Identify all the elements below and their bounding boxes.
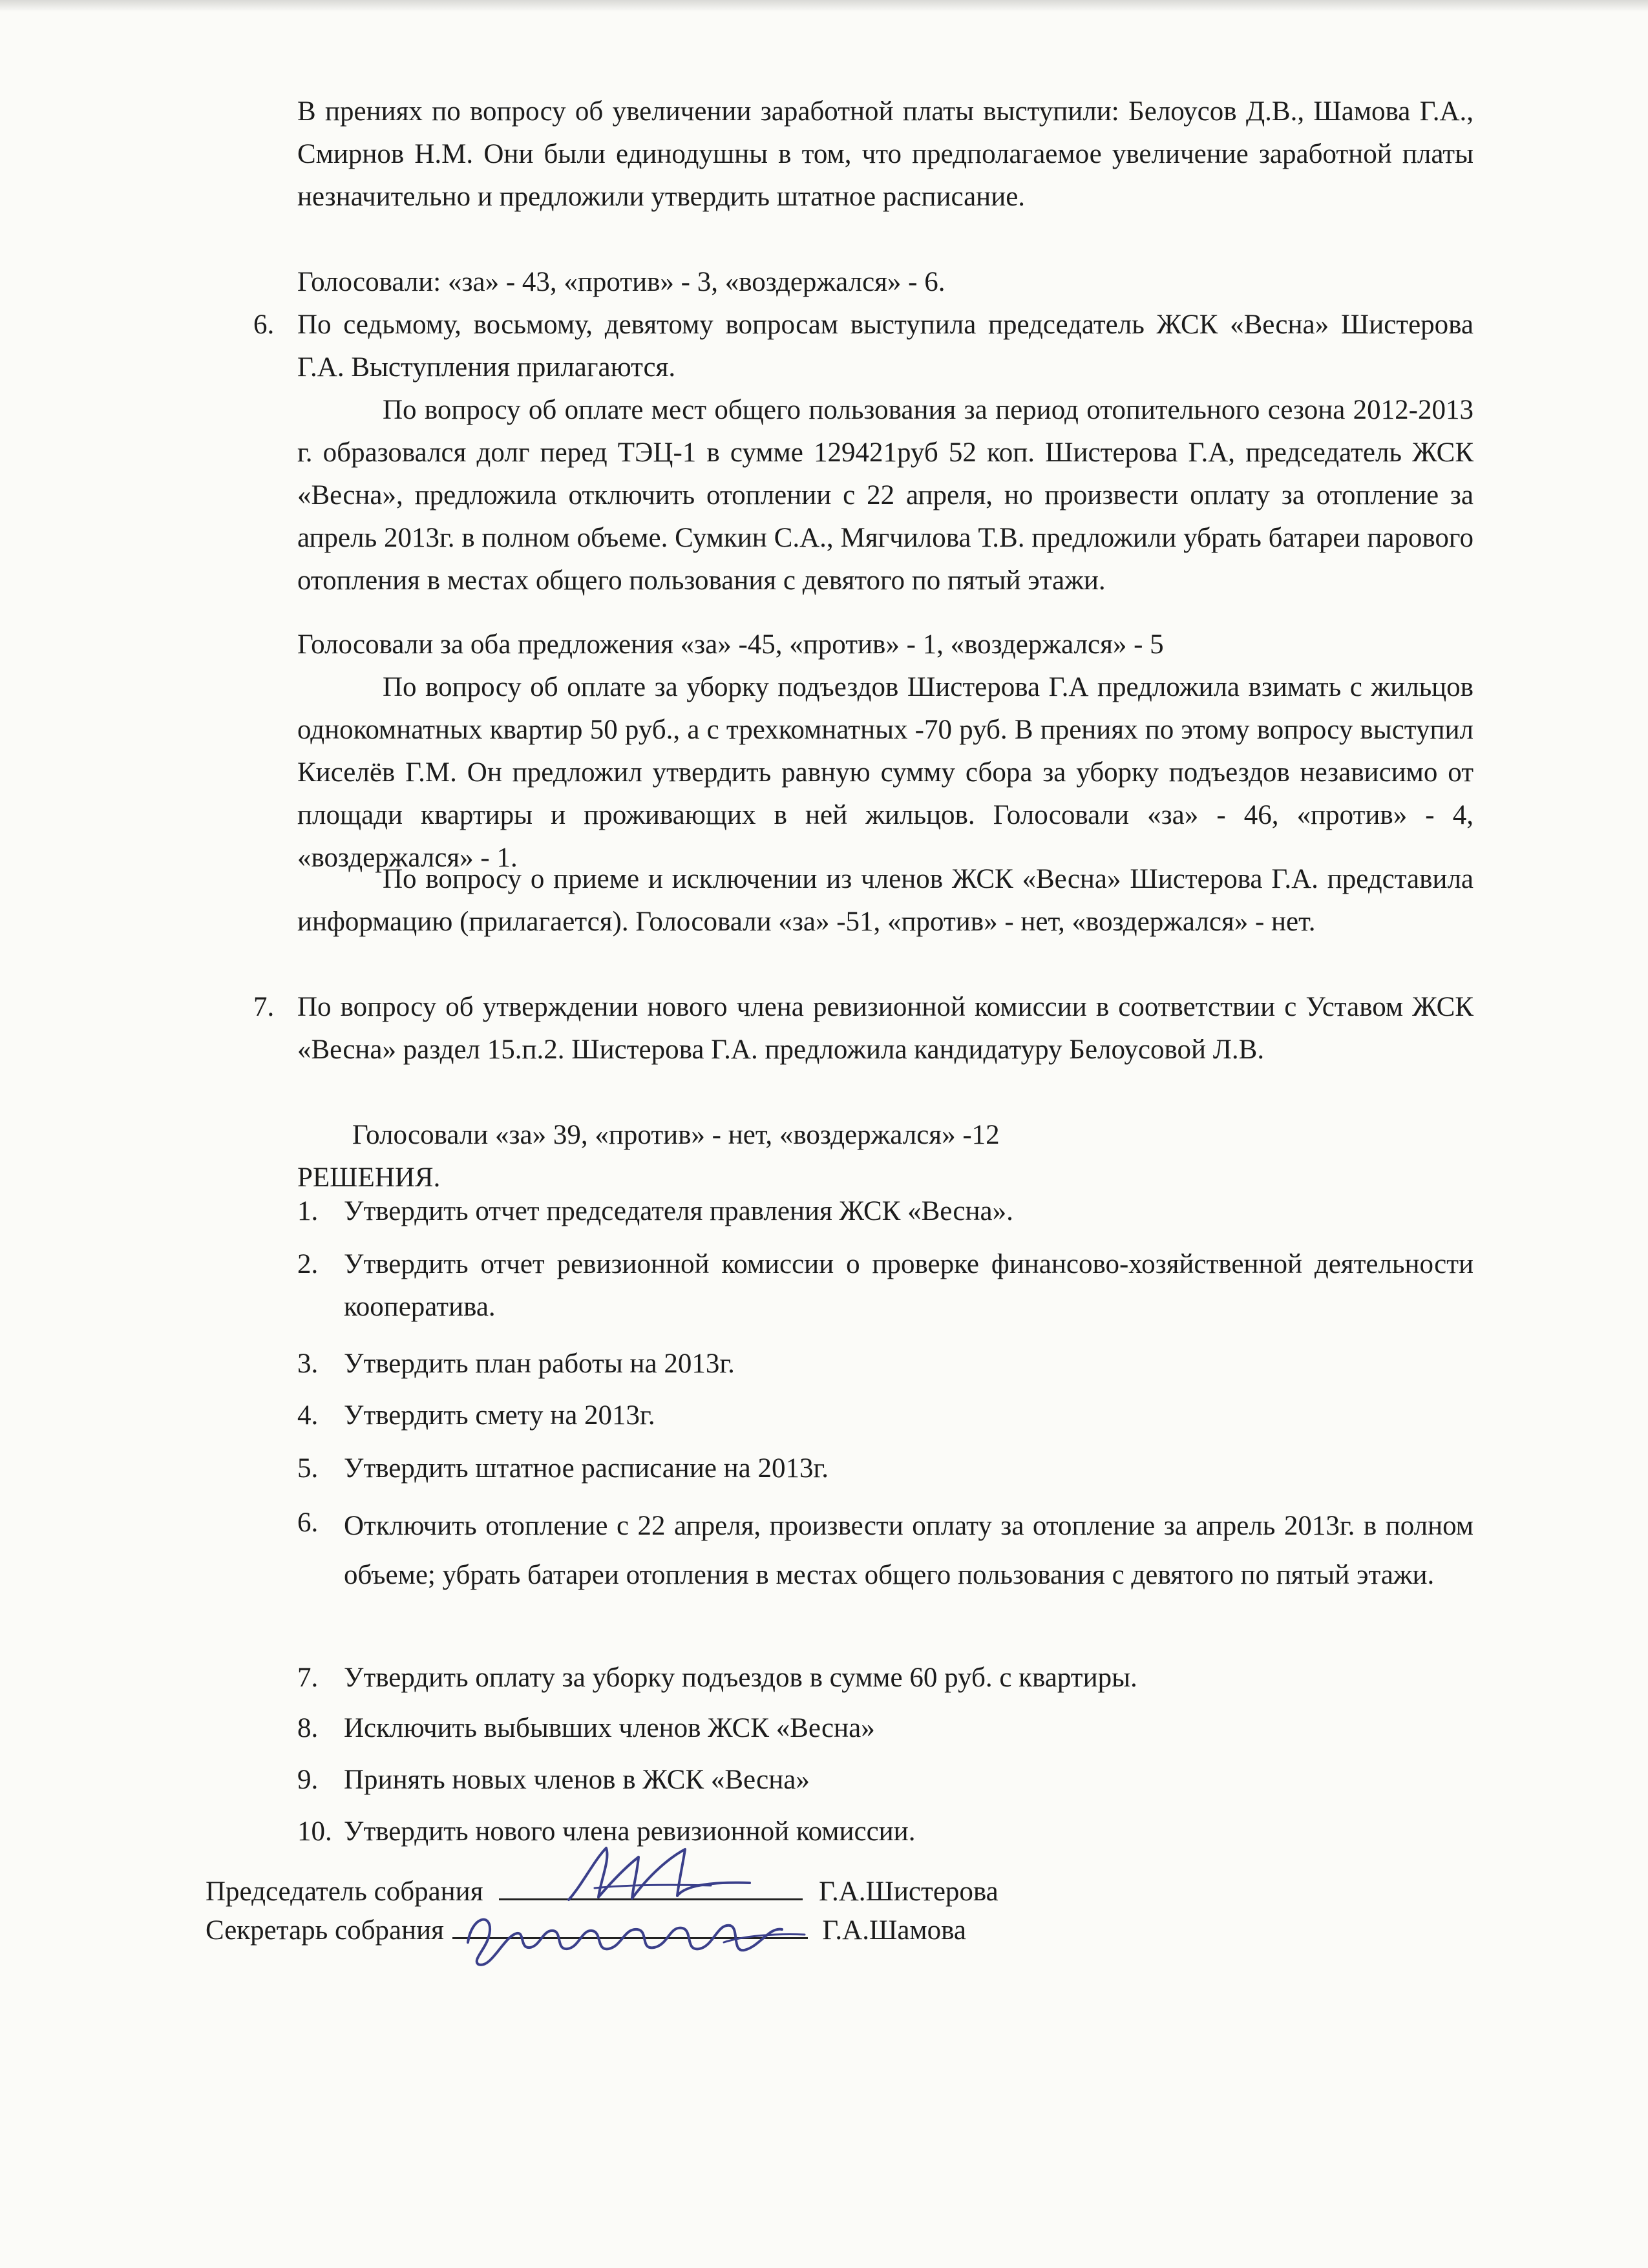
- heating-paragraph: По вопросу об оплате мест общего пользования за период отопительного сезона 2012-2013 г. образовался долг перед ТЭЦ-1 в сумме 129421руб 52 коп. Шистерова Г.А, председатель ЖСК «Весна», предложила отключить отоплении с 22 апреля, но произвести оплату за отопление за апрель 2013г. в полном объеме. Сумкин С.А., Мягчилова Т.В. предложили убрать батареи парового отопления в местах общего пользования с девятого по пятый этажи.: [297, 395, 1474, 596]
- heating-vote: Голосовали за оба предложения «за» -45, «против» - 1, «воздержался» - 5: [297, 629, 1164, 660]
- item-7-text: По вопросу об утверждении нового члена ревизионной комиссии в соответствии с Уставом ЖСК «Весна» раздел 15.п.2. Шистерова Г.А. предложила кандидатуру Белоусовой Л.В.: [297, 992, 1474, 1065]
- decision-item: Утвердить отчет ревизионной комиссии о проверке финансово-хозяйственной деятельности кооператива.: [344, 1249, 1474, 1322]
- decisions-heading: РЕШЕНИЯ.: [297, 1162, 441, 1193]
- decision-item: Утвердить оплату за уборку подъездов в сумме 60 руб. с квартиры.: [344, 1663, 1137, 1693]
- decision-number: 1.: [297, 1196, 319, 1226]
- decision-item: Утвердить план работы на 2013г.: [344, 1349, 735, 1379]
- decision-number: 8.: [297, 1713, 319, 1743]
- decision-item: Утвердить смету на 2013г.: [344, 1400, 655, 1431]
- decision-number: 7.: [297, 1663, 319, 1693]
- item-7-vote: Голосовали «за» 39, «против» - нет, «воздержался» -12: [352, 1120, 1000, 1150]
- membership-paragraph: По вопросу о приеме и исключении из членов ЖСК «Весна» Шистерова Г.А. представила информацию (прилагается). Голосовали «за» -51, «против» - нет, «воздержался» - нет.: [297, 864, 1474, 937]
- decision-number: 10.: [297, 1816, 332, 1847]
- decision-number: 3.: [297, 1349, 319, 1379]
- secretary-name: Г.А.Шамова: [822, 1915, 966, 1946]
- decision-number: 4.: [297, 1400, 319, 1431]
- debate-paragraph: В прениях по вопросу об увеличении заработной платы выступили: Белоусов Д.В., Шамова Г.А., Смирнов Н.М. Они были единодушны в том, что предполагаемое увеличение заработной платы незначительно и предложили утвердить штатное расписание.: [297, 96, 1474, 212]
- decision-item: Утвердить нового члена ревизионной комиссии.: [344, 1816, 916, 1847]
- item-6-intro: По седьмому, восьмому, девятому вопросам выступила председатель ЖСК «Весна» Шистерова Г.А. Выступления прилагаются.: [297, 310, 1474, 383]
- decision-item: Исключить выбывших членов ЖСК «Весна»: [344, 1713, 875, 1743]
- chair-label: Председатель собрания: [206, 1876, 483, 1907]
- decision-number: 2.: [297, 1249, 319, 1279]
- decision-item: Отключить отопление с 22 апреля, произвести оплату за отопление за апрель 2013г. в полном объеме; убрать батареи отопления в местах общего пользования с девятого по пятый этажи.: [344, 1511, 1474, 1590]
- decision-number: 5.: [297, 1453, 319, 1484]
- chair-name: Г.А.Шистерова: [818, 1876, 998, 1907]
- decision-item: Утвердить штатное расписание на 2013г.: [344, 1453, 829, 1484]
- cleaning-paragraph: По вопросу об оплате за уборку подъездов Шистерова Г.А предложила взимать с жильцов однокомнатных квартир 50 руб., а с трехкомнатных -70 руб. В прениях по этому вопросу выступил Киселёв Г.М. Он предложил утвердить равную сумму сбора за уборку подъездов независимо от площади квартиры и проживающих в ней жильцов. Голосовали «за» - 46, «против» - 4, «воздержался» - 1.: [297, 672, 1474, 873]
- decision-number: 6.: [297, 1507, 319, 1538]
- item-6-number: 6.: [253, 310, 275, 340]
- decision-item: Принять новых членов в ЖСК «Весна»: [344, 1765, 810, 1795]
- secretary-handwritten-signature: [452, 1897, 814, 1975]
- decision-number: 9.: [297, 1765, 319, 1795]
- secretary-label: Секретарь собрания: [206, 1915, 444, 1946]
- item-7-number: 7.: [253, 992, 275, 1022]
- decision-item: Утвердить отчет председателя правления ЖСК «Весна».: [344, 1196, 1013, 1226]
- debate-vote: Голосовали: «за» - 43, «против» - 3, «воздержался» - 6.: [297, 267, 945, 297]
